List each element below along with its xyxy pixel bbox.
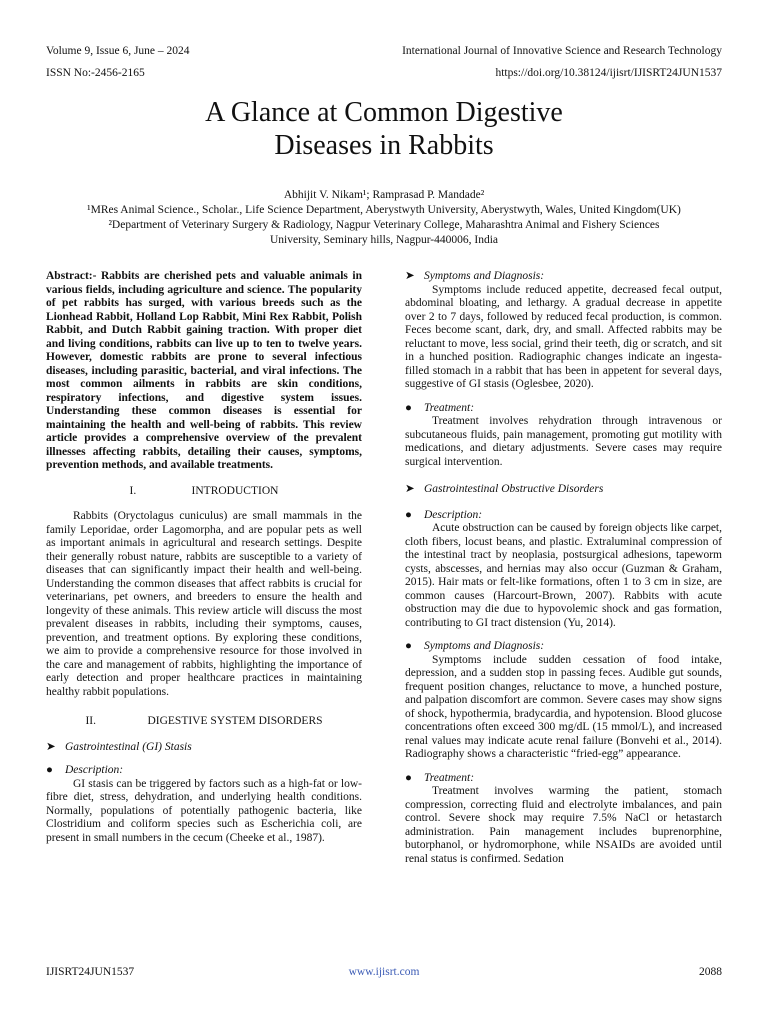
affiliation-2a: ²Department of Veterinary Surgery & Radiology, Nagpur Veterinary College, Maharashtra Animal and Fishery Sciences	[108, 219, 660, 231]
journal-name: International Journal of Innovative Science and Research Technology	[402, 45, 722, 57]
bullet-label: Description:	[424, 508, 483, 521]
obstruction-description-paragraph: Acute obstruction can be caused by foreign objects like carpet, cloth fibers, locust beans, and plastic. Extraluminal compression of the intestinal tract by neoplasia, postsurgical adhesions, tapeworm cysts, abscesses, and hernias may also occur (Guzman & Graham, 2015). Hair mats or felt-like formations, often 1 to 3 cm in size, are common causes (Harcourt-Brown, 2007). Rabbits with acute obstruction may die due to hypovolemic shock and gas formation, contributing to GI tract distension (Yu, 2014).	[405, 522, 722, 629]
symptoms-paragraph: Symptoms include reduced appetite, decreased fecal output, abdominal bloating, and lethargy. A gradual decrease in appetite over 2 to 7 days, followed by reduced fecal production, is common. Feces become scant, dark, dry, and small. Affected rabbits may be reluctant to move, less social, grind their teeth, dig or scratch, and sit in a hunched position. Radiographic changes indicate an ingesta-filled stomach in a rabbit that has been in appetent for several days, suggestive of GI stasis (Oglesbee, 2020).	[405, 283, 722, 390]
bullet-icon: ●	[405, 401, 412, 414]
arrow-bullet-icon: ➤	[405, 483, 415, 495]
bullet-symptoms	[405, 270, 722, 284]
obstruction-symptoms-paragraph: Symptoms include sudden cessation of food intake, depression, and a sudden stop in passing feces. Audible gut sounds, frequent position changes, reluctance to move, a hunched posture, and palpation discomfort are common. Severe cases may show signs of shock, hypothermia, bradycardia, and hypotension. Blood glucose concentrations often exceed 300 mg/dL (15 mmol/L), and increased renal values may indicate acute renal failure (Bonvehi et al., 2014). Radiography shows a characteristic “fried-egg” appearance.	[405, 653, 722, 760]
subsection-obstructive	[405, 483, 722, 497]
arrow-bullet-icon: ➤	[46, 740, 56, 753]
treatment-paragraph: Treatment involves rehydration through intravenous or subcutaneous fluids, pain management, promoting gut motility with medications, and dietary adjustments. Severe cases may require surgical intervention.	[405, 415, 722, 468]
footer-page-number: 2088	[699, 966, 722, 978]
bullet-label: Symptoms and Diagnosis:	[424, 640, 545, 652]
footer-article-id: IJISRT24JUN1537	[46, 966, 135, 978]
obstruction-treatment-paragraph: Treatment involves warming the patient, stomach compression, correcting fluid and electrolyte imbalances, and pain control. Severe shock may require 7.5% NaCl or hetastarch administration. Pain management includes buprenorphine, butorphanol, or hydromorphone, while NSAIDs are avoided until renal status is confirmed. Sedation	[405, 785, 722, 865]
description-paragraph: GI stasis can be triggered by factors such as a high-fat or low-fibre diet, stress, dehydration, and underlying health conditions. Normally, populations of potentially pathogenic bacteria, like Clostridium and coliform species such as Escherichia coli, are present in small numbers in the cecum (Cheeke et al., 1987).	[46, 777, 362, 844]
bullet-treatment	[405, 772, 722, 786]
author-names: Abhijit V. Nikam¹; Ramprasad P. Mandade²	[283, 189, 485, 201]
affiliation-2b: University, Seminary hills, Nagpur-440006, India	[269, 234, 499, 246]
volume-info: Volume 9, Issue 6, June – 2024	[46, 45, 190, 57]
bullet-label: Treatment:	[424, 771, 475, 784]
left-column	[46, 270, 362, 845]
bullet-description	[405, 509, 722, 523]
bullet-label: Description:	[65, 764, 124, 776]
subsection-label: Gastrointestinal (GI) Stasis	[65, 740, 192, 753]
bullet-label: Treatment:	[424, 401, 475, 414]
bullet-icon: ●	[405, 640, 412, 652]
footer-site-link[interactable]: www.ijisrt.com	[348, 966, 420, 978]
section-heading-introduction	[46, 485, 362, 499]
affiliation-1: ¹MRes Animal Science., Scholar., Life Science Department, Aberystwyth University, Aberystwyth, Wales, United Kingdom(UK)	[87, 204, 681, 216]
section-number: I.	[129, 484, 137, 497]
bullet-symptoms	[405, 640, 722, 654]
abstract: Abstract:- Rabbits are cherished pets and valuable animals in various fields, including agriculture and science. The popularity of pet rabbits has surged, with various breeds such as the Lionhead Rabbit, Holland Lop Rabbit, Mini Rex Rabbit, Polish Rabbit, and Dutch Rabbit gaining traction. With proper diet and living conditions, rabbits can live up to ten to twelve years. However, domestic rabbits are prone to several infectious diseases, including parasitic, bacterial, and viral infections. The most common ailments in rabbits are skin conditions, respiratory infections, and digestive system issues. Understanding these common diseases is essential for maintaining the health and well-being of rabbits. This review article provides a comprehensive overview of the prevalent illnesses affecting rabbits, detailing their causes, symptoms, prevention methods, and available treatments.	[46, 270, 362, 471]
title-line-2: Diseases in Rabbits	[274, 130, 494, 161]
subsection-label: Gastrointestinal Obstructive Disorders	[424, 483, 604, 495]
subsection-gi-stasis	[46, 741, 362, 755]
bullet-icon: ●	[46, 764, 53, 776]
bullet-treatment	[405, 402, 722, 416]
doi-link[interactable]: https://doi.org/10.38124/ijisrt/IJISRT24JUN1537	[495, 67, 722, 79]
issn: ISSN No:-2456-2165	[46, 67, 145, 79]
bullet-icon: ●	[405, 508, 412, 521]
right-column	[405, 270, 722, 866]
section-number: II.	[85, 715, 96, 727]
section-heading-digestive	[46, 715, 362, 729]
bullet-label: Symptoms and Diagnosis:	[424, 270, 545, 282]
title-line-1: A Glance at Common Digestive	[205, 97, 563, 128]
arrow-bullet-icon: ➤	[405, 270, 415, 282]
paper-title	[0, 96, 768, 162]
section-title: DIGESTIVE SYSTEM DISORDERS	[147, 715, 323, 727]
section-title: INTRODUCTION	[191, 484, 279, 497]
bullet-icon: ●	[405, 771, 412, 784]
bullet-description	[46, 764, 362, 778]
introduction-paragraph: Rabbits (Oryctolagus cuniculus) are small mammals in the family Leporidae, order Lagomorpha, and are popular pets as well as important animals in agricultural and research settings. Despite their generally robust nature, rabbits are susceptible to a variety of diseases that can significantly impact their health and well-being. Understanding the common diseases that affect rabbits is crucial for veterinarians, pet owners, and breeders to ensure the health and longevity of these animals. This review article will discuss the most prevalent diseases in rabbits, including their symptoms, causes, prevention, and treatment options. By exploring these conditions, we aim to provide a comprehensive resource for those involved in the care and management of rabbits, highlighting the importance of early detection and proper healthcare practices in maintaining healthy rabbit populations.	[46, 510, 362, 698]
